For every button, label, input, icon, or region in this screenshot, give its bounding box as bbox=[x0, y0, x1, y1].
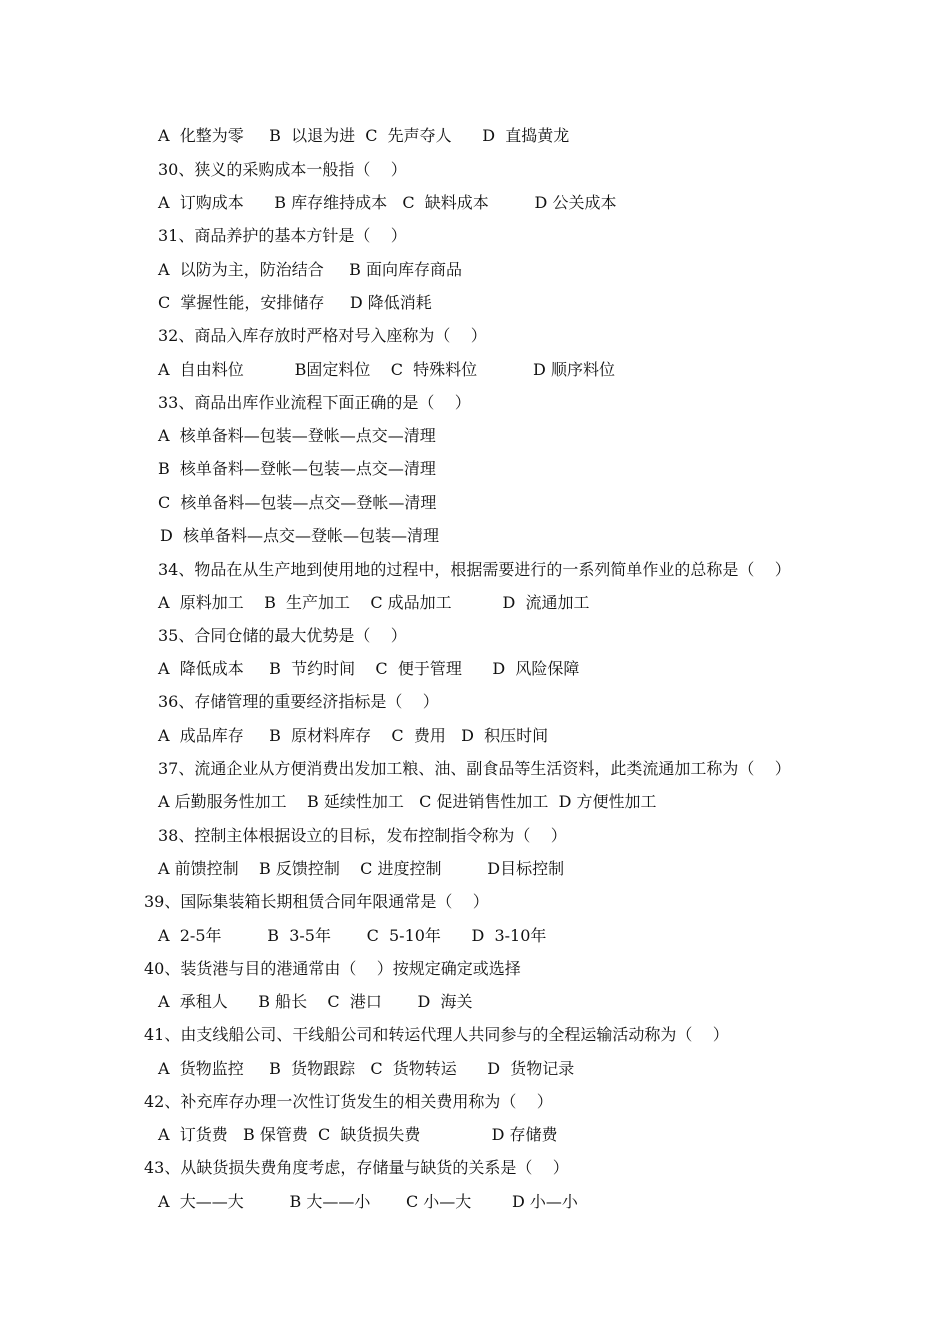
option-q33-c: C 核单备料—包装—点交—登帐—清理 bbox=[158, 493, 437, 512]
question-42: 42、补充库存办理一次性订货发生的相关费用称为（ ） bbox=[144, 1092, 553, 1111]
option-line-q39: A 2-5年 B 3-5年 C 5-10年 D 3-10年 bbox=[158, 926, 547, 945]
option-line-q35: A 降低成本 B 节约时间 C 便于管理 D 风险保障 bbox=[158, 659, 580, 678]
option-line-q29: A 化整为零 B 以退为进 C 先声夺人 D 直捣黄龙 bbox=[158, 126, 570, 145]
option-line-q42: A 订货费 B 保管费 C 缺货损失费 D 存储费 bbox=[158, 1125, 558, 1144]
question-37: 37、流通企业从方便消费出发加工粮、油、副食品等生活资料，此类流通加工称为（ ） bbox=[158, 759, 791, 778]
option-line-q36: A 成品库存 B 原材料库存 C 费用 D 积压时间 bbox=[158, 726, 549, 745]
question-38: 38、控制主体根据设立的目标，发布控制指令称为（ ） bbox=[158, 826, 567, 845]
question-43: 43、从缺货损失费角度考虑，存储量与缺货的关系是（ ） bbox=[144, 1158, 569, 1177]
question-30: 30、狭义的采购成本一般指（ ） bbox=[158, 160, 407, 179]
question-40: 40、装货港与目的港通常由（ ）按规定确定或选择 bbox=[144, 959, 521, 978]
question-34: 34、物品在从生产地到使用地的过程中，根据需要进行的一系列简单作业的总称是（ ） bbox=[158, 560, 791, 579]
question-32: 32、商品入库存放时严格对号入座称为（ ） bbox=[158, 326, 487, 345]
option-line-q37: A 后勤服务性加工 B 延续性加工 C 促进销售性加工 D 方便性加工 bbox=[158, 792, 657, 811]
question-33: 33、商品出库作业流程下面正确的是（ ） bbox=[158, 393, 471, 412]
option-line-q30: A 订购成本 B 库存维持成本 C 缺料成本 D 公关成本 bbox=[158, 193, 617, 212]
question-41: 41、由支线船公司、干线船公司和转运代理人共同参与的全程运输活动称为（ ） bbox=[144, 1025, 729, 1044]
option-line-q32: A 自由料位 B固定料位 C 特殊料位 D 顺序料位 bbox=[158, 360, 615, 379]
option-line-q31-ab: A 以防为主，防治结合 B 面向库存商品 bbox=[158, 260, 463, 279]
option-q33-d: D 核单备料—点交—登帐—包装—清理 bbox=[160, 526, 440, 545]
question-36: 36、存储管理的重要经济指标是（ ） bbox=[158, 692, 439, 711]
option-line-q31-cd: C 掌握性能，安排储存 D 降低消耗 bbox=[158, 293, 432, 312]
option-line-q38: A 前馈控制 B 反馈控制 C 进度控制 D目标控制 bbox=[158, 859, 565, 878]
option-line-q43: A 大——大 B 大——小 C 小—大 D 小—小 bbox=[158, 1192, 578, 1211]
option-q33-a: A 核单备料—包装—登帐—点交—清理 bbox=[158, 426, 436, 445]
question-39: 39、国际集装箱长期租赁合同年限通常是（ ） bbox=[144, 892, 489, 911]
option-line-q34: A 原料加工 B 生产加工 C 成品加工 D 流通加工 bbox=[158, 593, 590, 612]
question-31: 31、商品养护的基本方针是（ ） bbox=[158, 226, 407, 245]
option-q33-b: B 核单备料—登帐—包装—点交—清理 bbox=[158, 459, 436, 478]
option-line-q40: A 承租人 B 船长 C 港口 D 海关 bbox=[158, 992, 473, 1011]
question-35: 35、合同仓储的最大优势是（ ） bbox=[158, 626, 407, 645]
option-line-q41: A 货物监控 B 货物跟踪 C 货物转运 D 货物记录 bbox=[158, 1059, 575, 1078]
